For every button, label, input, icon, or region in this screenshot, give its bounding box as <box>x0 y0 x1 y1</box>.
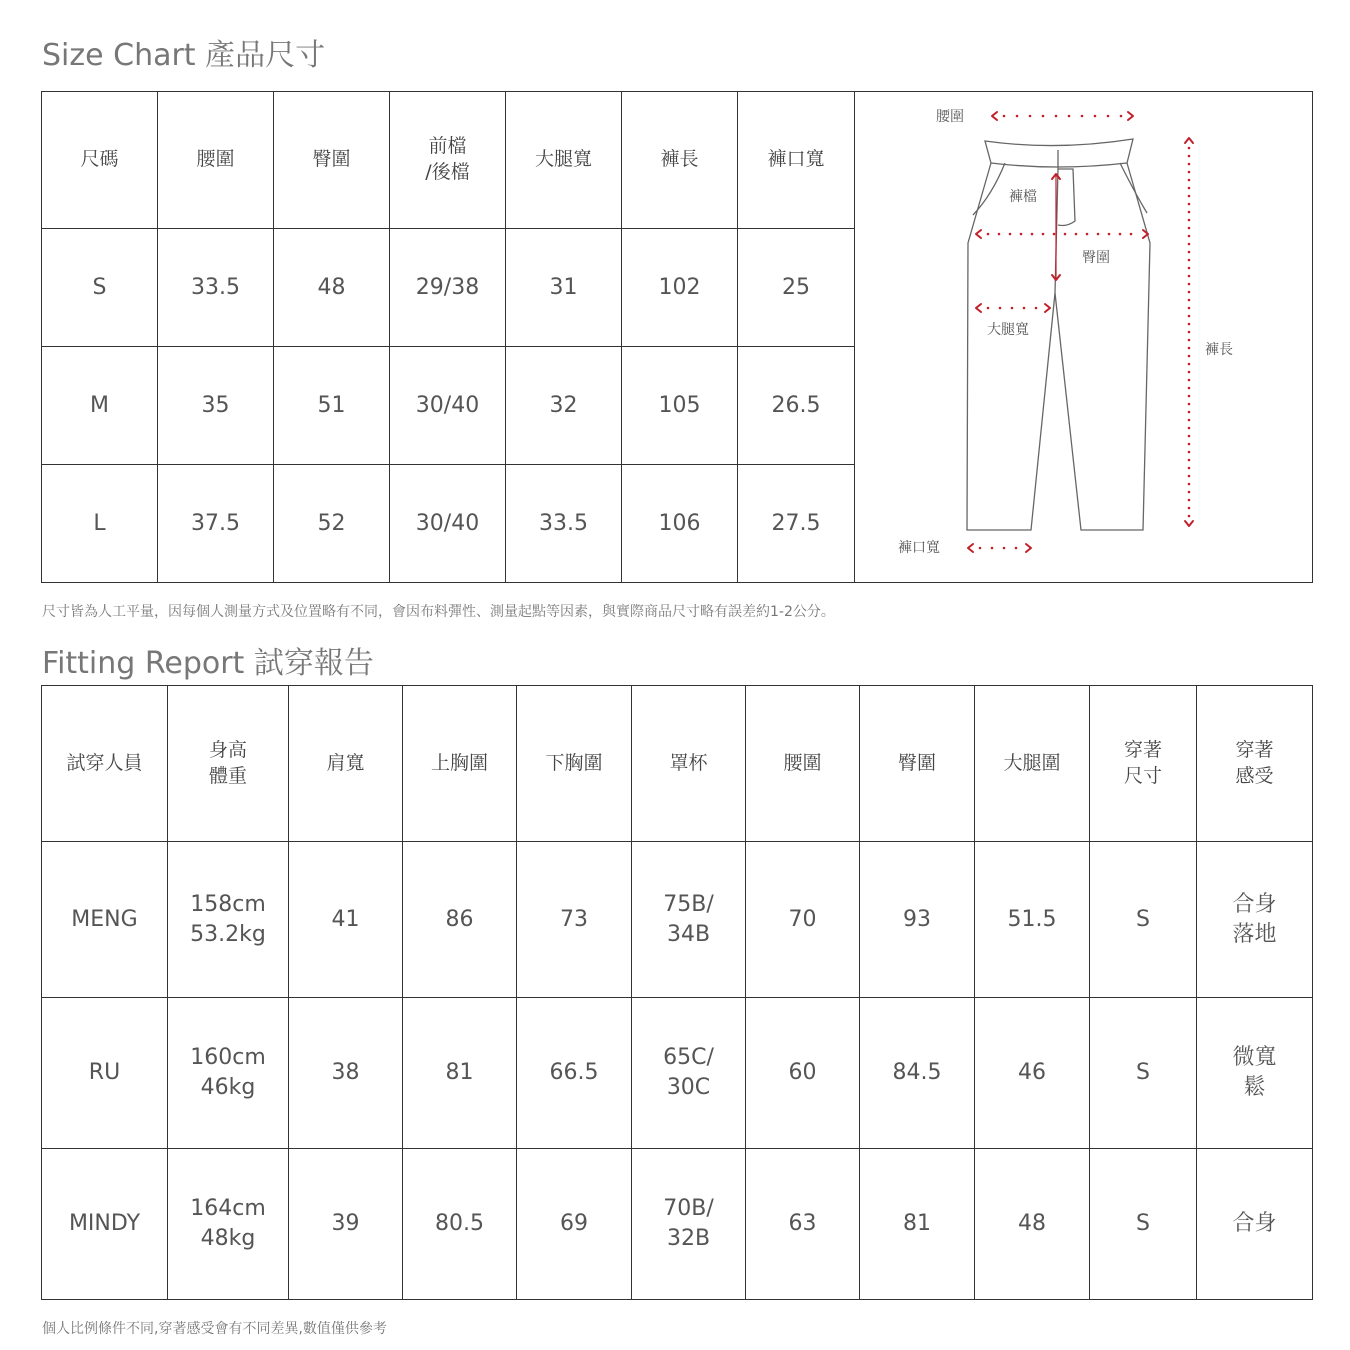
length-measure-dot <box>1188 451 1191 454</box>
label-hip: 臀圍 <box>1082 250 1110 266</box>
fitting-cell: 合身 落地 <box>1197 842 1313 998</box>
length-measure-dot <box>1188 355 1191 358</box>
thigh-measure-dot <box>1035 307 1038 310</box>
size-cell: 33.5 <box>506 465 622 583</box>
pants-diagram-cell <box>855 92 1313 583</box>
size-cell: 30/40 <box>390 347 506 465</box>
fitting-cell: 84.5 <box>860 998 975 1149</box>
fitting-cell: 39 <box>289 1149 403 1300</box>
fitting-header-cell: 肩寬 <box>289 686 403 842</box>
waist-measure-dot <box>1081 115 1084 118</box>
length-measure-dot <box>1188 403 1191 406</box>
size-cell: 48 <box>274 229 390 347</box>
length-measure-dot <box>1188 235 1191 238</box>
length-measure-arrow-bottom <box>1185 521 1193 526</box>
label-waist: 腰圍 <box>936 109 964 125</box>
fitting-row <box>42 998 1313 1149</box>
thigh-measure-dot <box>999 307 1002 310</box>
length-measure-dot <box>1188 379 1191 382</box>
size-cell: 26.5 <box>738 347 855 465</box>
fitting-header-cell: 大腿圍 <box>975 686 1090 842</box>
size-header-cell: 尺碼 <box>42 92 158 229</box>
fitting-cell: MINDY <box>42 1149 168 1300</box>
fitting-cell: 70 <box>746 842 860 998</box>
length-measure-dot <box>1188 347 1191 350</box>
length-measure-dot <box>1188 395 1191 398</box>
size-cell: 27.5 <box>738 465 855 583</box>
hip-measure-arrow-left <box>976 230 981 238</box>
fitting-cell: 合身 <box>1197 1149 1313 1300</box>
waist-measure-dot <box>1016 115 1019 118</box>
waist-measure-dot <box>1055 115 1058 118</box>
measurement-lines <box>855 92 1311 580</box>
hip-measure-dot <box>998 233 1001 236</box>
size-cell: 30/40 <box>390 465 506 583</box>
length-measure-dot <box>1188 307 1191 310</box>
hip-measure-dot <box>987 233 990 236</box>
length-measure-dot <box>1188 283 1191 286</box>
size-cell: 106 <box>622 465 738 583</box>
size-header-cell: 臀圍 <box>274 92 390 229</box>
size-chart-note: 尺寸皆為人工平量，因每個人測量方式及位置略有不同，會因布料彈性、測量起點等因素，與實際商品尺寸略有誤差約1-2公分。 <box>42 604 835 620</box>
fitting-cell: RU <box>42 998 168 1149</box>
length-measure-dot <box>1188 187 1191 190</box>
label-thigh: 大腿寬 <box>987 322 1029 338</box>
hip-measure-dot <box>1042 233 1045 236</box>
size-header-cell: 大腿寬 <box>506 92 622 229</box>
length-measure-dot <box>1188 475 1191 478</box>
length-measure-dot <box>1188 467 1191 470</box>
size-chart-title: Size Chart 產品尺寸 <box>42 38 326 73</box>
hip-measure-dot <box>1108 233 1111 236</box>
fitting-cell: S <box>1090 1149 1197 1300</box>
label-rise: 褲檔 <box>1009 189 1037 205</box>
hem-measure-dot <box>1003 547 1006 550</box>
size-cell: L <box>42 465 158 583</box>
fitting-cell: S <box>1090 842 1197 998</box>
hip-measure-dot <box>1075 233 1078 236</box>
fitting-cell: 46 <box>975 998 1090 1149</box>
size-header-cell: 前檔 /後檔 <box>390 92 506 229</box>
length-measure-dot <box>1188 219 1191 222</box>
fitting-cell: 66.5 <box>517 998 632 1149</box>
hip-measure-dot <box>1119 233 1122 236</box>
hem-measure-dot <box>979 547 982 550</box>
length-measure-arrow-top <box>1185 138 1193 143</box>
length-measure-dot <box>1188 211 1191 214</box>
fitting-row <box>42 842 1313 998</box>
length-measure-dot <box>1188 323 1191 326</box>
length-measure-dot <box>1188 203 1191 206</box>
hem-measure-dot <box>991 547 994 550</box>
fitting-cell: 75B/ 34B <box>632 842 746 998</box>
length-measure-dot <box>1188 243 1191 246</box>
thigh-measure-dot <box>987 307 990 310</box>
length-measure-dot <box>1188 427 1191 430</box>
length-measure-dot <box>1188 507 1191 510</box>
hip-measure-dot <box>1053 233 1056 236</box>
waist-measure-dot <box>1042 115 1045 118</box>
length-measure-dot <box>1188 299 1191 302</box>
size-header-cell: 腰圍 <box>158 92 274 229</box>
size-cell: 51 <box>274 347 390 465</box>
label-length: 褲長 <box>1205 342 1233 358</box>
thigh-measure-dot <box>1023 307 1026 310</box>
fitting-cell: 81 <box>403 998 517 1149</box>
fitting-cell: 164cm 48kg <box>168 1149 289 1300</box>
fitting-cell: 69 <box>517 1149 632 1300</box>
fitting-header-cell: 試穿人員 <box>42 686 168 842</box>
size-cell: 32 <box>506 347 622 465</box>
length-measure-dot <box>1188 227 1191 230</box>
size-chart-table <box>41 91 1313 583</box>
fitting-report-title: Fitting Report 試穿報告 <box>42 646 374 681</box>
length-measure-dot <box>1188 331 1191 334</box>
hem-measure-arrow-left <box>968 544 973 552</box>
fitting-header-cell: 腰圍 <box>746 686 860 842</box>
length-measure-dot <box>1188 275 1191 278</box>
fitting-header-cell: 臀圍 <box>860 686 975 842</box>
length-measure-dot <box>1188 443 1191 446</box>
fitting-cell: 65C/ 30C <box>632 998 746 1149</box>
waist-measure-dot <box>1107 115 1110 118</box>
length-measure-dot <box>1188 371 1191 374</box>
length-measure-dot <box>1188 499 1191 502</box>
fitting-header-cell: 上胸圍 <box>403 686 517 842</box>
fitting-report-table <box>41 685 1313 1300</box>
size-cell: 35 <box>158 347 274 465</box>
fitting-header-cell: 下胸圍 <box>517 686 632 842</box>
fitting-cell: 微寬 鬆 <box>1197 998 1313 1149</box>
thigh-measure-arrow-right <box>1045 304 1050 312</box>
size-chart-header-row <box>42 92 1313 229</box>
length-measure-dot <box>1188 163 1191 166</box>
label-hem: 褲口寬 <box>898 540 940 556</box>
length-measure-dot <box>1188 267 1191 270</box>
fitting-cell: 38 <box>289 998 403 1149</box>
waist-measure-dot <box>1003 115 1006 118</box>
fitting-cell: MENG <box>42 842 168 998</box>
fitting-header-row <box>42 686 1313 842</box>
length-measure-dot <box>1188 155 1191 158</box>
thigh-measure-arrow-left <box>976 304 981 312</box>
size-header-cell: 褲長 <box>622 92 738 229</box>
fitting-header-cell: 穿著 感受 <box>1197 686 1313 842</box>
length-measure-dot <box>1188 291 1191 294</box>
hip-measure-dot <box>1020 233 1023 236</box>
hip-measure-dot <box>1031 233 1034 236</box>
hem-measure-arrow-right <box>1026 544 1031 552</box>
fitting-report-note: 個人比例條件不同,穿著感受會有不同差異,數值僅供參考 <box>42 1321 387 1337</box>
size-cell: 102 <box>622 229 738 347</box>
hip-measure-dot <box>1097 233 1100 236</box>
waist-measure-arrow-right <box>1128 112 1133 120</box>
waist-measure-dot <box>1120 115 1123 118</box>
size-cell: 29/38 <box>390 229 506 347</box>
length-measure-dot <box>1188 171 1191 174</box>
fitting-cell: 63 <box>746 1149 860 1300</box>
length-measure-dot <box>1188 483 1191 486</box>
fitting-cell: 41 <box>289 842 403 998</box>
hip-measure-arrow-right <box>1143 230 1148 238</box>
fitting-cell: 160cm 46kg <box>168 998 289 1149</box>
size-header-cell: 褲口寬 <box>738 92 855 229</box>
hip-measure-dot <box>1064 233 1067 236</box>
length-measure-dot <box>1188 195 1191 198</box>
size-cell: 33.5 <box>158 229 274 347</box>
fitting-cell: 158cm 53.2kg <box>168 842 289 998</box>
length-measure-dot <box>1188 515 1191 518</box>
fitting-header-cell: 身高 體重 <box>168 686 289 842</box>
length-measure-dot <box>1188 411 1191 414</box>
fitting-row <box>42 1149 1313 1300</box>
length-measure-dot <box>1188 491 1191 494</box>
size-cell: 31 <box>506 229 622 347</box>
size-cell: 37.5 <box>158 465 274 583</box>
waist-measure-dot <box>1029 115 1032 118</box>
fitting-cell: 81 <box>860 1149 975 1300</box>
fitting-cell: 93 <box>860 842 975 998</box>
waist-measure-dot <box>1094 115 1097 118</box>
fitting-header-cell: 穿著 尺寸 <box>1090 686 1197 842</box>
length-measure-dot <box>1188 435 1191 438</box>
size-cell: S <box>42 229 158 347</box>
waist-measure-dot <box>1068 115 1071 118</box>
fitting-header-cell: 罩杯 <box>632 686 746 842</box>
length-measure-dot <box>1188 459 1191 462</box>
size-cell: 105 <box>622 347 738 465</box>
fitting-cell: 51.5 <box>975 842 1090 998</box>
length-measure-dot <box>1188 387 1191 390</box>
hip-measure-dot <box>1086 233 1089 236</box>
length-measure-dot <box>1188 315 1191 318</box>
hem-measure-dot <box>1015 547 1018 550</box>
length-measure-dot <box>1188 147 1191 150</box>
length-measure-dot <box>1188 363 1191 366</box>
fitting-cell: 80.5 <box>403 1149 517 1300</box>
length-measure-dot <box>1188 179 1191 182</box>
fitting-cell: 86 <box>403 842 517 998</box>
fitting-cell: 60 <box>746 998 860 1149</box>
size-cell: 52 <box>274 465 390 583</box>
length-measure-dot <box>1188 419 1191 422</box>
hip-measure-dot <box>1130 233 1133 236</box>
fitting-cell: 70B/ 32B <box>632 1149 746 1300</box>
hip-measure-dot <box>1009 233 1012 236</box>
size-cell: M <box>42 347 158 465</box>
waist-measure-arrow-left <box>992 112 997 120</box>
length-measure-dot <box>1188 259 1191 262</box>
fitting-cell: 48 <box>975 1149 1090 1300</box>
fitting-cell: 73 <box>517 842 632 998</box>
size-cell: 25 <box>738 229 855 347</box>
thigh-measure-dot <box>1011 307 1014 310</box>
fitting-cell: S <box>1090 998 1197 1149</box>
length-measure-dot <box>1188 251 1191 254</box>
length-measure-dot <box>1188 339 1191 342</box>
